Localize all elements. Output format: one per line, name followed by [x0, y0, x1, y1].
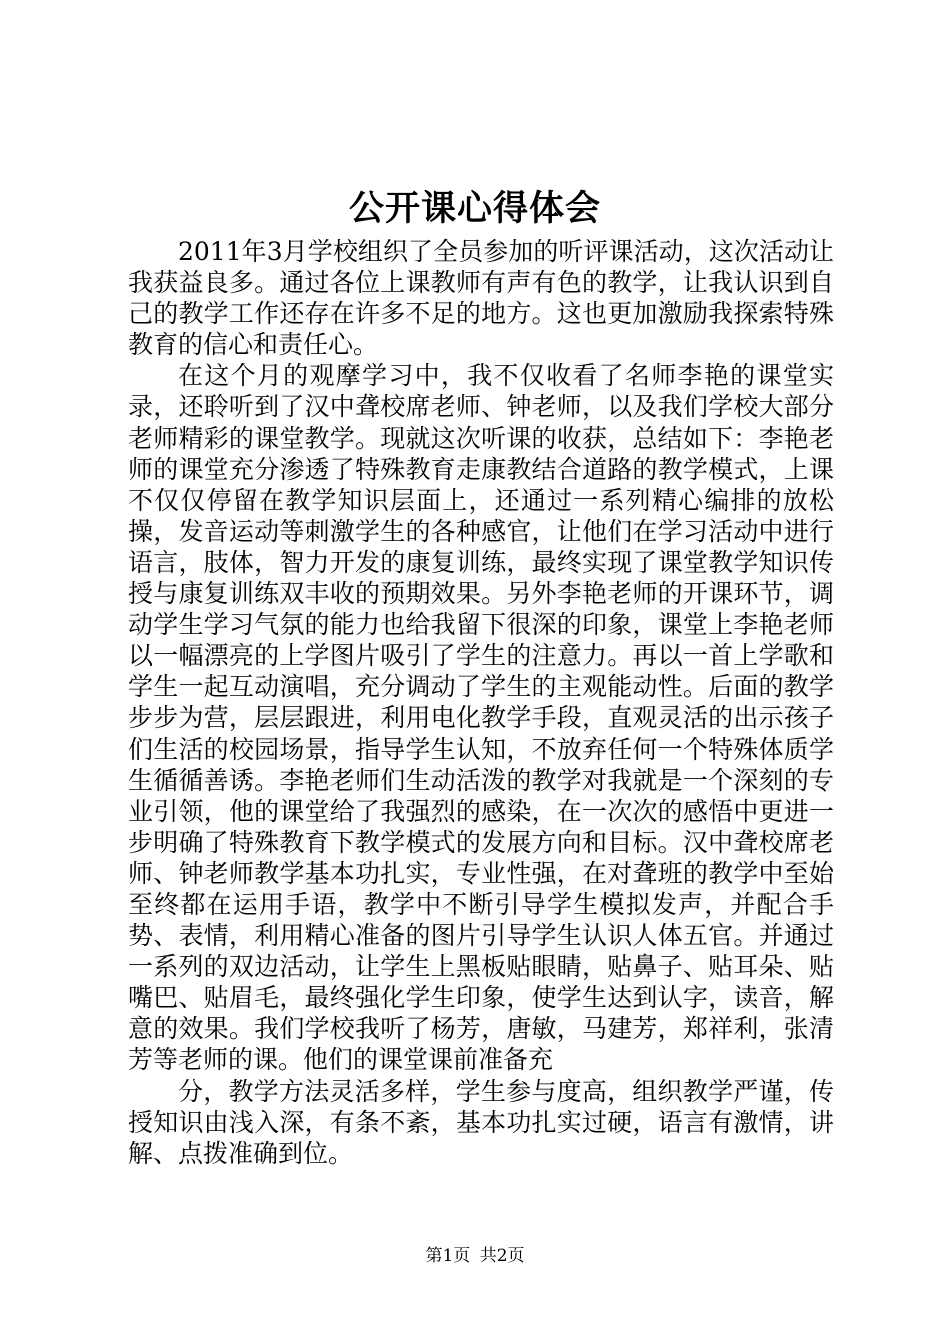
page-footer [0, 1244, 950, 1268]
page-number-current: 第1页 [425, 1246, 471, 1266]
document-body [128, 236, 834, 1169]
paragraph-2: 在这个月的观摩学习中，我不仅收看了名师李艳的课堂实录，还聆听到了汉中聋校席老师、钟老师，以及我们学校大部分老师精彩的课堂教学。现就这次听课的收获，总结如下：李艳老师的课堂充分渗透了特殊教育走康教结合道路的教学模式，上课不仅仅停留在教学知识层面上，还通过一系列精心编排的放松操，发音运动等刺激学生的各种感官，让他们在学习活动中进行语言，肢体，智力开发的康复训练，最终实现了课堂教学知识传授与康复训练双丰收的预期效果。另外李艳老师的开课环节，调动学生学习气氛的能力也给我留下很深的印象，课堂上李艳老师以一幅漂亮的上学图片吸引了学生的注意力。再以一首上学歌和学生一起互动演唱，充分调动了学生的主观能动性。后面的教学步步为营，层层跟进，利用电化教学手段，直观灵活的出示孩子们生活的校园场景，指导学生认知，不放弃任何一个特殊体质学生循循善诱。李艳老师们生动活泼的教学对我就是一个深刻的专业引领，他的课堂给了我强烈的感染，在一次次的感悟中更进一步明确了特殊教育下教学模式的发展方向和目标。汉中聋校席老师、钟老师教学基本功扎实，专业性强，在对聋班的教学中至始至终都在运用手语，教学中不断引导学生模拟发声，并配合手势、表情，利用精心准备的图片引导学生认识人体五官。并通过一系列的双边活动，让学生上黑板贴眼睛，贴鼻子、贴耳朵、贴嘴巴、贴眉毛，最终强化学生印象，使学生达到认字，读音，解意的效果。我们学校我听了杨芳，唐敏，马建芳，郑祥利，张清芳等老师的课。他们的课堂课前准备充 [128, 361, 834, 1075]
document-title: 公开课心得体会 [348, 188, 601, 229]
page-number-total: 共2页 [479, 1246, 525, 1266]
paragraph-3: 分，教学方法灵活多样，学生参与度高，组织教学严谨，传授知识由浅入深，有条不紊，基本功扎实过硬，语言有激情，讲解、点拨准确到位。 [128, 1076, 834, 1168]
paragraph-1: 2011年3月学校组织了全员参加的听评课活动，这次活动让我获益良多。通过各位上课教师有声有色的教学，让我认识到自己的教学工作还存在许多不足的地方。这也更加激励我探索特殊教育的信心和责任心。 [128, 237, 834, 360]
